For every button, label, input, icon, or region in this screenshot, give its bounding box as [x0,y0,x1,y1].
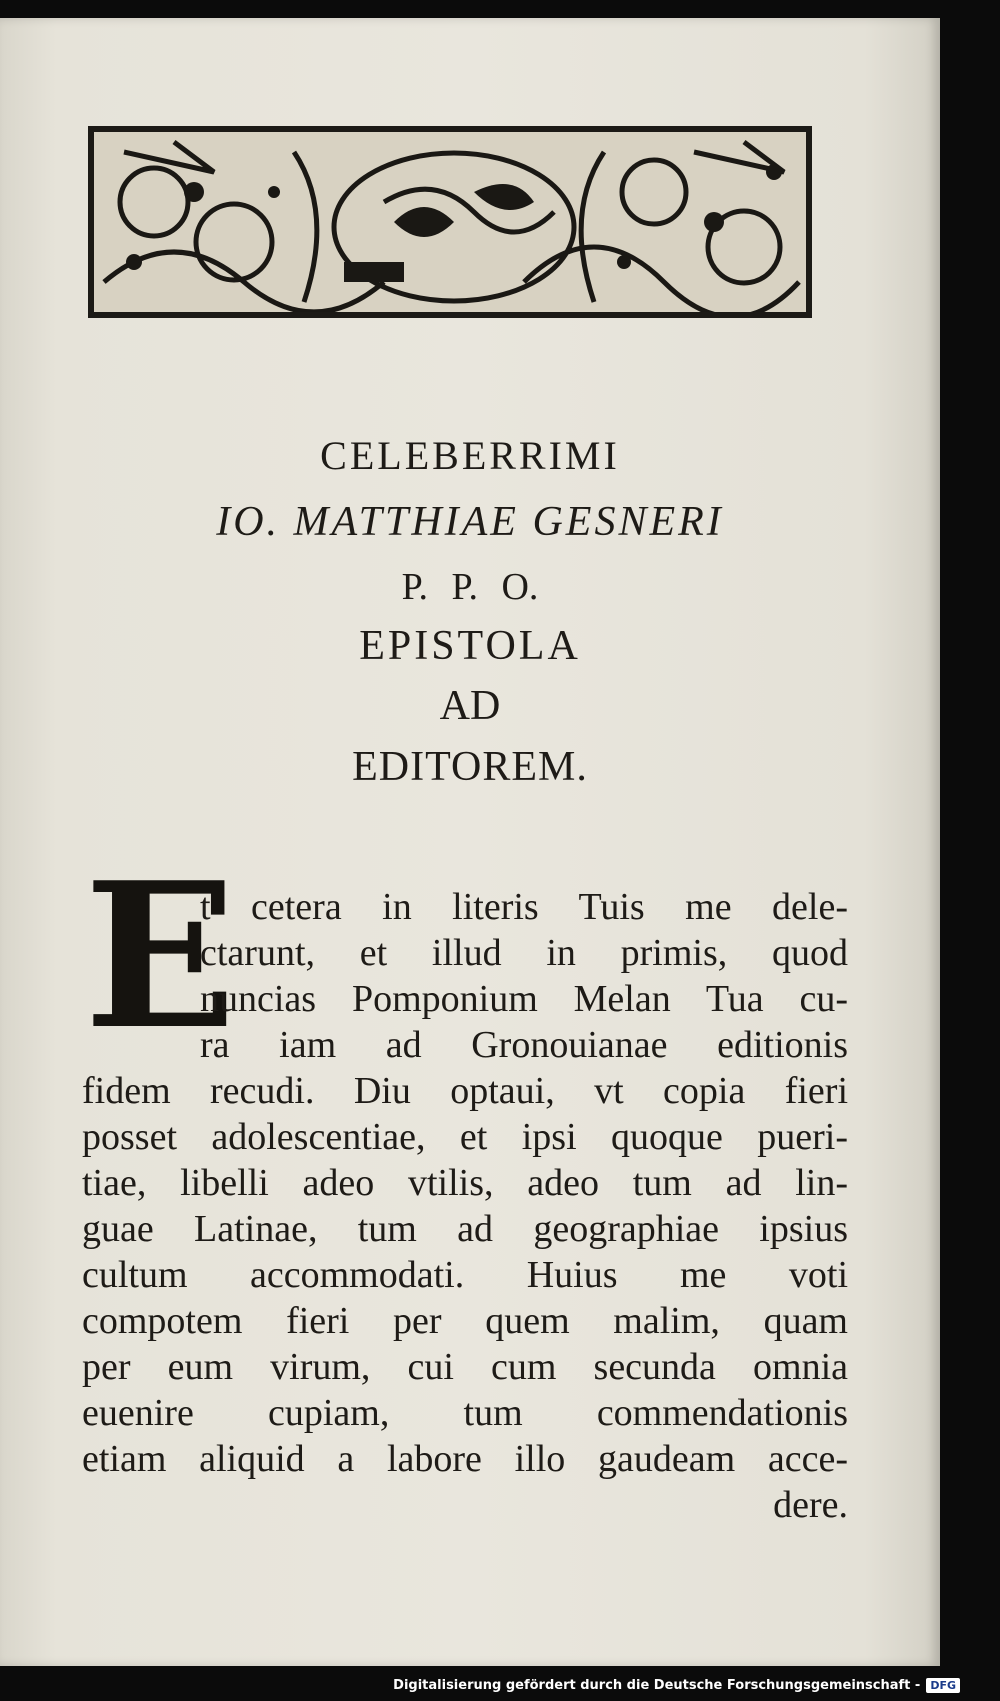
text-line: ra iam ad Gronouianae editionis [200,1024,848,1066]
text-line: euenire cupiam, tum commendationis [82,1392,848,1434]
text-line: per eum virum, cui cum secunda omnia [82,1346,848,1388]
title-author-name: IO. MATTHIAE GESNERI [216,499,724,545]
book-page [0,18,940,1666]
text-line: nuncias Pomponium Melan Tua cu- [200,978,848,1020]
dfg-logo: DFG [926,1678,960,1693]
woodcut-ornament-header [88,126,812,318]
title-epistola: EPISTOLA [359,623,581,669]
text-line-final: dere. [773,1484,848,1526]
credit-text: Digitalisierung gefördert durch die Deutsche Forschungsgemeinschaft - [393,1678,921,1693]
text-line: cultum accommodati. Huius me voti [82,1254,848,1296]
digitization-credit [393,1678,960,1693]
text-line: compotem fieri per quem malim, quam [82,1300,848,1342]
drop-cap-letter: E [84,839,237,1074]
title-celeberrimi: CELEBERRIMI [320,433,620,478]
title-ppo: P. P. O. [401,566,539,608]
title-editorem: EDITOREM. [352,744,588,790]
text-line: ctarunt, et illud in primis, quod [200,932,848,974]
text-line: tiae, libelli adeo vtilis, adeo tum ad lin- [82,1162,848,1204]
text-line: etiam aliquid a labore illo gaudeam acce- [82,1438,848,1480]
text-line: guae Latinae, tum ad geographiae ipsius [82,1208,848,1250]
text-line: t cetera in literis Tuis me dele- [200,886,848,928]
text-line: fidem recudi. Diu optaui, vt copia fieri [82,1070,848,1112]
text-line: posset adolescentiae, et ipsi quoque pueri- [82,1116,848,1158]
title-ad: AD [439,683,501,729]
